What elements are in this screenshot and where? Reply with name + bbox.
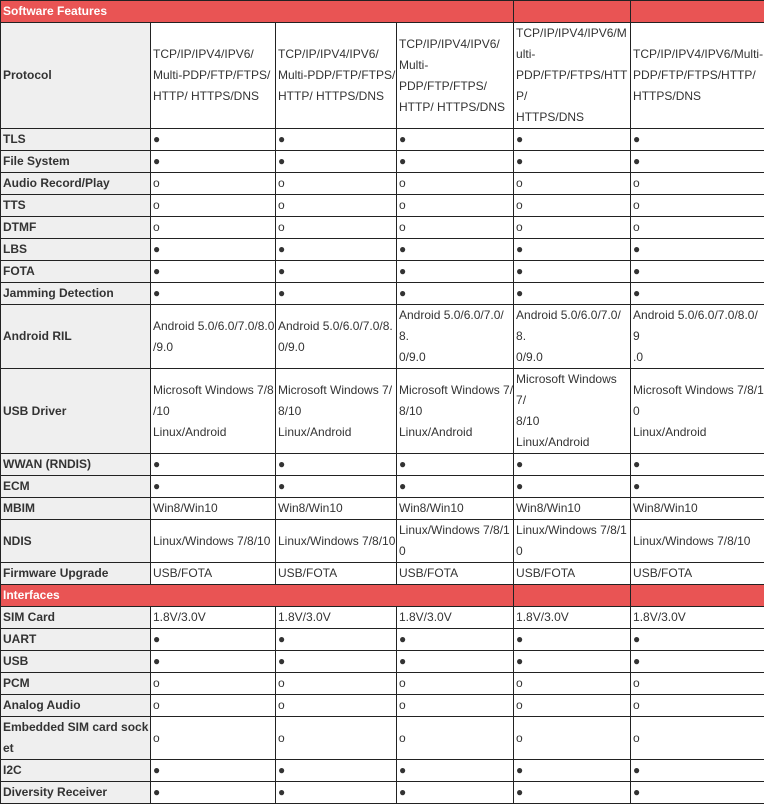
table-cell: TCP/IP/IPV4/IPV6/ Multi-PDP/FTP/FTPS/ HTTP/ HTTPS/DNS — [276, 23, 397, 129]
table-cell: Microsoft Windows 7/ 8/10 Linux/Android — [276, 369, 397, 454]
table-cell: o — [397, 217, 514, 239]
table-cell: o — [276, 717, 397, 760]
table-cell: ● — [276, 129, 397, 151]
table-cell: o — [397, 173, 514, 195]
table-cell: o — [151, 673, 276, 695]
row-label: FOTA — [1, 261, 151, 283]
table-cell: ● — [151, 151, 276, 173]
table-row — [1, 563, 764, 585]
table-cell: Linux/Windows 7/8/1 0 — [514, 520, 631, 563]
table-cell: ● — [631, 129, 764, 151]
table-cell: o — [631, 195, 764, 217]
table-cell: o — [397, 673, 514, 695]
table-cell: ● — [151, 476, 276, 498]
table-cell: ● — [631, 629, 764, 651]
row-label: MBIM — [1, 498, 151, 520]
section-header-filler — [631, 585, 764, 607]
table-row — [1, 239, 764, 261]
table-row — [1, 261, 764, 283]
table-cell: Win8/Win10 — [397, 498, 514, 520]
table-row — [1, 369, 764, 454]
table-cell: o — [514, 173, 631, 195]
table-row — [1, 695, 764, 717]
table-cell: TCP/IP/IPV4/IPV6/ Multi-PDP/FTP/FTPS/ HTTP/ HTTPS/DNS — [151, 23, 276, 129]
section-header-filler — [631, 1, 764, 23]
table-cell: Microsoft Windows 7/8 /10 Linux/Android — [151, 369, 276, 454]
table-cell: Linux/Windows 7/8/1 0 — [397, 520, 514, 563]
table-cell: ● — [276, 651, 397, 673]
table-cell: ● — [276, 629, 397, 651]
section-title: Software Features — [1, 1, 514, 23]
table-cell: o — [514, 195, 631, 217]
table-cell: ● — [151, 129, 276, 151]
table-cell: Android 5.0/6.0/7.0/8. 0/9.0 — [397, 305, 514, 369]
table-cell: ● — [514, 782, 631, 804]
table-row — [1, 23, 764, 129]
table-row — [1, 151, 764, 173]
table-cell: ● — [276, 261, 397, 283]
table-cell: ● — [514, 651, 631, 673]
table-cell: ● — [631, 651, 764, 673]
table-cell: ● — [276, 239, 397, 261]
table-cell: o — [276, 695, 397, 717]
row-label: Audio Record/Play — [1, 173, 151, 195]
table-cell: ● — [631, 760, 764, 782]
table-cell: ● — [151, 261, 276, 283]
table-row — [1, 717, 764, 760]
table-cell: ● — [397, 629, 514, 651]
table-cell: o — [276, 217, 397, 239]
table-row — [1, 673, 764, 695]
section-title: Interfaces — [1, 585, 514, 607]
table-row — [1, 173, 764, 195]
table-cell: o — [631, 173, 764, 195]
table-cell: ● — [631, 476, 764, 498]
table-cell: TCP/IP/IPV4/IPV6/ Multi- PDP/FTP/FTPS/ HTTP/ HTTPS/DNS — [397, 23, 514, 129]
table-cell: TCP/IP/IPV4/IPV6/Multi- PDP/FTP/FTPS/HTTP/ HTTPS/DNS — [631, 23, 764, 129]
table-cell: ● — [514, 760, 631, 782]
row-label: TLS — [1, 129, 151, 151]
table-cell: ● — [631, 261, 764, 283]
table-cell: ● — [397, 283, 514, 305]
table-cell: Microsoft Windows 7/8/1 0 Linux/Android — [631, 369, 764, 454]
table-cell: o — [151, 195, 276, 217]
table-cell: ● — [276, 283, 397, 305]
table-cell: o — [151, 695, 276, 717]
table-cell: ● — [151, 651, 276, 673]
table-cell: USB/FOTA — [276, 563, 397, 585]
table-cell: o — [276, 195, 397, 217]
table-cell: Linux/Windows 7/8/10 — [151, 520, 276, 563]
table-cell: ● — [631, 454, 764, 476]
table-cell: ● — [276, 760, 397, 782]
row-label: WWAN (RNDIS) — [1, 454, 151, 476]
table-cell: ● — [397, 651, 514, 673]
table-cell: ● — [397, 129, 514, 151]
row-label: Diversity Receiver — [1, 782, 151, 804]
section-header-filler — [514, 1, 631, 23]
row-label: UART — [1, 629, 151, 651]
table-cell: ● — [514, 129, 631, 151]
table-cell: 1.8V/3.0V — [276, 607, 397, 629]
row-label: PCM — [1, 673, 151, 695]
table-cell: 1.8V/3.0V — [631, 607, 764, 629]
table-cell: ● — [151, 283, 276, 305]
section-header-row — [1, 585, 764, 607]
table-row — [1, 195, 764, 217]
row-label: I2C — [1, 760, 151, 782]
table-cell: ● — [514, 629, 631, 651]
table-cell: ● — [631, 239, 764, 261]
table-cell: 1.8V/3.0V — [151, 607, 276, 629]
table-cell: ● — [397, 239, 514, 261]
table-row — [1, 498, 764, 520]
table-cell: TCP/IP/IPV4/IPV6/M ulti- PDP/FTP/FTPS/HTT P/ HTTPS/DNS — [514, 23, 631, 129]
table-row — [1, 305, 764, 369]
row-label: SIM Card — [1, 607, 151, 629]
table-cell: ● — [631, 151, 764, 173]
table-cell: o — [276, 673, 397, 695]
section-header-filler — [514, 585, 631, 607]
table-cell: ● — [151, 782, 276, 804]
row-label: Embedded SIM card sock et — [1, 717, 151, 760]
table-cell: o — [276, 173, 397, 195]
table-cell: o — [631, 217, 764, 239]
table-cell: o — [514, 217, 631, 239]
row-label: Protocol — [1, 23, 151, 129]
table-cell: Android 5.0/6.0/7.0/8. 0/9.0 — [276, 305, 397, 369]
table-cell: Win8/Win10 — [151, 498, 276, 520]
table-cell: Microsoft Windows 7/ 8/10 Linux/Android — [514, 369, 631, 454]
row-label: USB Driver — [1, 369, 151, 454]
row-label: Firmware Upgrade — [1, 563, 151, 585]
table-cell: Microsoft Windows 7/ 8/10 Linux/Android — [397, 369, 514, 454]
table-cell: o — [151, 717, 276, 760]
table-cell: ● — [276, 476, 397, 498]
row-label: USB — [1, 651, 151, 673]
table-row — [1, 454, 764, 476]
row-label: Analog Audio — [1, 695, 151, 717]
table-row — [1, 782, 764, 804]
table-cell: USB/FOTA — [397, 563, 514, 585]
table-cell: ● — [514, 239, 631, 261]
table-cell: ● — [397, 261, 514, 283]
table-cell: ● — [151, 239, 276, 261]
table-row — [1, 760, 764, 782]
table-cell: ● — [514, 283, 631, 305]
table-row — [1, 129, 764, 151]
table-cell: ● — [397, 151, 514, 173]
table-cell: ● — [397, 476, 514, 498]
table-cell: o — [631, 673, 764, 695]
table-cell: o — [514, 695, 631, 717]
table-cell: ● — [631, 283, 764, 305]
table-cell: USB/FOTA — [631, 563, 764, 585]
table-cell: o — [514, 717, 631, 760]
table-row — [1, 217, 764, 239]
table-cell: ● — [397, 782, 514, 804]
row-label: NDIS — [1, 520, 151, 563]
table-cell: Android 5.0/6.0/7.0/8.0/9 .0 — [631, 305, 764, 369]
row-label: File System — [1, 151, 151, 173]
table-cell: ● — [514, 476, 631, 498]
table-cell: ● — [514, 454, 631, 476]
table-cell: ● — [514, 261, 631, 283]
table-cell: o — [151, 217, 276, 239]
table-cell: ● — [151, 760, 276, 782]
table-cell: o — [631, 717, 764, 760]
table-cell: USB/FOTA — [514, 563, 631, 585]
table-cell: Win8/Win10 — [631, 498, 764, 520]
table-cell: ● — [397, 760, 514, 782]
table-cell: o — [397, 717, 514, 760]
row-label: TTS — [1, 195, 151, 217]
table-cell: 1.8V/3.0V — [514, 607, 631, 629]
table-cell: ● — [276, 782, 397, 804]
row-label: Jamming Detection — [1, 283, 151, 305]
row-label: DTMF — [1, 217, 151, 239]
table-cell: ● — [631, 782, 764, 804]
table-row — [1, 520, 764, 563]
row-label: LBS — [1, 239, 151, 261]
table-cell: o — [397, 695, 514, 717]
row-label: Android RIL — [1, 305, 151, 369]
table-row — [1, 607, 764, 629]
row-label: ECM — [1, 476, 151, 498]
table-cell: ● — [514, 151, 631, 173]
table-cell: Linux/Windows 7/8/10 — [276, 520, 397, 563]
table-row — [1, 283, 764, 305]
table-cell: ● — [151, 454, 276, 476]
table-cell: USB/FOTA — [151, 563, 276, 585]
table-cell: ● — [276, 151, 397, 173]
table-cell: 1.8V/3.0V — [397, 607, 514, 629]
table-row — [1, 651, 764, 673]
table-cell: Android 5.0/6.0/7.0/8. 0/9.0 — [514, 305, 631, 369]
table-cell: Android 5.0/6.0/7.0/8.0 /9.0 — [151, 305, 276, 369]
table-cell: o — [631, 695, 764, 717]
table-cell: Win8/Win10 — [514, 498, 631, 520]
table-cell: ● — [151, 629, 276, 651]
section-header-row — [1, 1, 764, 23]
table-cell: o — [151, 173, 276, 195]
table-row — [1, 629, 764, 651]
table-cell: Linux/Windows 7/8/10 — [631, 520, 764, 563]
table-cell: Win8/Win10 — [276, 498, 397, 520]
table-row — [1, 476, 764, 498]
table-cell: o — [514, 673, 631, 695]
table-cell: ● — [276, 454, 397, 476]
table-cell: ● — [397, 454, 514, 476]
table-cell: o — [397, 195, 514, 217]
